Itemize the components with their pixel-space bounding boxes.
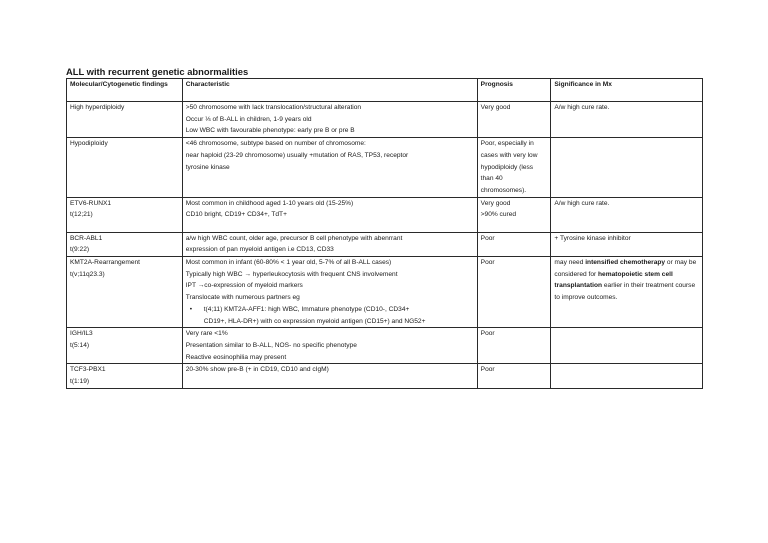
significance-cell — [551, 364, 703, 388]
prognosis-cell: Very good — [477, 102, 551, 138]
characteristic-cell: <46 chromosome, subtype based on number of chromosome: near haploid (23-29 chromosome) usually +mutation of RAS, TP53, receptor tyrosine kinase — [182, 138, 477, 198]
finding-cell: KMT2A-Rearrangement t(v;11q23.3) — [67, 257, 183, 328]
prognosis-cell: Very good >90% cured — [477, 197, 551, 232]
characteristic-cell: 20-30% show pre-B (+ in CD19, CD10 and cIgM) — [182, 364, 477, 388]
table-row — [67, 328, 703, 364]
significance-cell — [551, 138, 703, 198]
table-row — [67, 197, 703, 232]
genetic-abnormalities-table — [66, 78, 703, 389]
finding-cell: High hyperdiploidy — [67, 102, 183, 138]
finding-cell: Hypodiploidy — [67, 138, 183, 198]
document-title: ALL with recurrent genetic abnormalities — [66, 66, 249, 77]
table-row — [67, 232, 703, 256]
bullet-icon: • — [189, 305, 193, 313]
characteristic-cell: Most common in infant (60-80% < 1 year old, 5-7% of all B-ALL cases) Typically high WBC → hyperleukocytosis with frequent CNS involvement IPT →co-expression of myeloid markers Translocate with numerous partners eg • t(4;11) KMT2A-AFF1: high WBC, Immature phenotype (CD10-, CD34+ CD19+, HLA-DR+) with co expression myeloid antigen (CD15+) and NG52+ — [182, 257, 477, 328]
prognosis-cell: Poor — [477, 328, 551, 364]
prognosis-cell: Poor — [477, 257, 551, 328]
significance-cell: A/w high cure rate. — [551, 102, 703, 138]
finding-cell: TCF3-PBX1 t(1:19) — [67, 364, 183, 388]
table-row — [67, 102, 703, 138]
table-row — [67, 257, 703, 328]
table-header-row — [67, 79, 703, 102]
table-row — [67, 364, 703, 388]
prognosis-cell: Poor — [477, 364, 551, 388]
header-findings: Molecular/Cytogenetic findings — [67, 79, 183, 102]
significance-cell: + Tyrosine kinase inhibitor — [551, 232, 703, 256]
prognosis-cell: Poor — [477, 232, 551, 256]
characteristic-cell: a/w high WBC count, older age, precursor B cell phenotype with abenrrant expression of pan myeloid antigen i.e CD13, CD33 — [182, 232, 477, 256]
significance-cell — [551, 257, 703, 328]
characteristic-cell: Very rare <1% Presentation similar to B-ALL, NOS- no specific phenotype Reactive eosinophilia may present — [182, 328, 477, 364]
finding-cell: IGH/IL3 t(5:14) — [67, 328, 183, 364]
characteristic-cell: Most common in childhood aged 1-10 years old (15-25%) CD10 bright, CD19+ CD34+, TdT+ — [182, 197, 477, 232]
significance-cell: A/w high cure rate. — [551, 197, 703, 232]
finding-cell: ETV6-RUNX1 t(12;21) — [67, 197, 183, 232]
header-significance: Significance in Mx — [551, 79, 703, 102]
significance-cell — [551, 328, 703, 364]
header-characteristic: Characteristic — [182, 79, 477, 102]
characteristic-cell: >50 chromosome with lack translocation/structural alteration Occur ⅓ of B-ALL in children, 1-9 years old Low WBC with favourable phenotype: early pre B or pre B — [182, 102, 477, 138]
prognosis-cell: Poor, especially in cases with very low hypodiploidy (less than 40 chromosomes). — [477, 138, 551, 198]
finding-cell: BCR-ABL1 t(9:22) — [67, 232, 183, 256]
header-prognosis: Prognosis — [477, 79, 551, 102]
significance-text: may need intensified chemotherapy or may be considered for hematopoietic stem cell transplantation earlier in their treatment course to improve outcomes. — [554, 259, 697, 302]
table-row — [67, 138, 703, 198]
